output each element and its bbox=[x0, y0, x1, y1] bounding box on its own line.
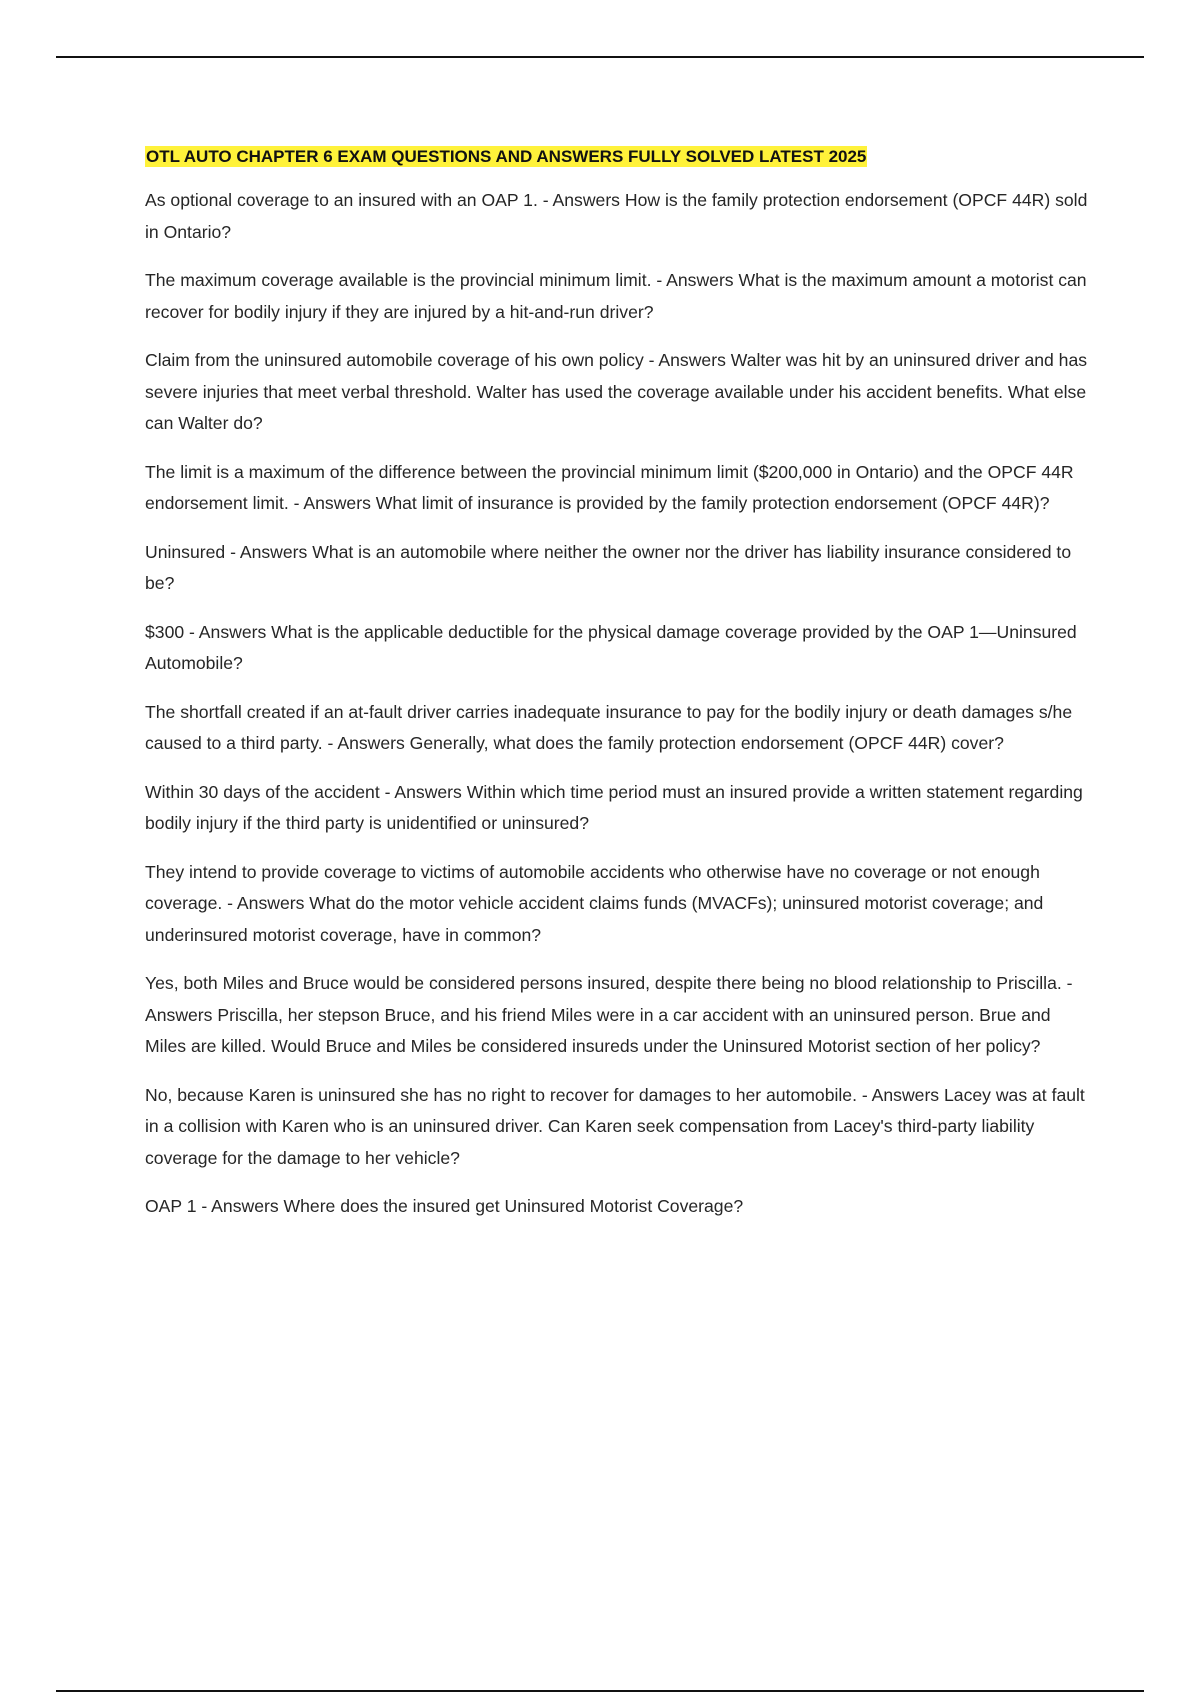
qa-paragraph-2: The maximum coverage available is the provincial minimum limit. - Answers What is the maximum amount a motorist can recover for bodily injury if they are injured by a hit-and-run driver? bbox=[145, 270, 1087, 322]
qa-paragraph-1: As optional coverage to an insured with an OAP 1. - Answers How is the family protection endorsement (OPCF 44R) sold in Ontario? bbox=[145, 190, 1088, 242]
qa-paragraph-5: Uninsured - Answers What is an automobile where neither the owner nor the driver has liability insurance considered to be? bbox=[145, 541, 1072, 593]
qa-paragraph-9: They intend to provide coverage to victims of automobile accidents who otherwise have no coverage or not enough coverage. - Answers What do the motor vehicle accident claims funds (MVACFs); uninsured motorist coverage; and underinsured motorist coverage, have in common? bbox=[145, 861, 1044, 945]
qa-paragraph-3: Claim from the uninsured automobile coverage of his own policy - Answers Walter was hit by an uninsured driver and has severe injuries that meet verbal threshold. Walter has used the coverage available under his accident benefits. What else can Walter do? bbox=[145, 350, 1088, 433]
bottom-rule bbox=[56, 1690, 1144, 1692]
qa-paragraph-12: OAP 1 - Answers Where does the insured get Uninsured Motorist Coverage? bbox=[145, 1196, 744, 1216]
qa-paragraph-7: The shortfall created if an at-fault driver carries inadequate insurance to pay for the bodily injury or death damages s/he caused to a third party. - Answers Generally, what does the family protection endorsement (OPCF 44R) cover? bbox=[145, 701, 1073, 753]
qa-paragraph-8: Within 30 days of the accident - Answers Within which time period must an insured provide a written statement regarding bodily injury if the third party is unidentified or uninsured? bbox=[145, 781, 1083, 833]
qa-paragraph-11: No, because Karen is uninsured she has no right to recover for damages to her automobile. - Answers Lacey was at fault in a collision with Karen who is an uninsured driver. Can Karen seek compensation from Lacey's third-party liability coverage for the damage to her vehicle? bbox=[145, 1084, 1085, 1168]
qa-paragraph-6: $300 - Answers What is the applicable deductible for the physical damage coverage provided by the OAP 1—Uninsured Automobile? bbox=[145, 621, 1077, 673]
qa-paragraph-10: Yes, both Miles and Bruce would be considered persons insured, despite there being no blood relationship to Priscilla. - Answers Priscilla, her stepson Bruce, and his friend Miles were in a car accident with an uninsured person. Brue and Miles are killed. Would Bruce and Miles be considered insureds under the Uninsured Motorist section of her policy? bbox=[145, 973, 1073, 1056]
top-rule bbox=[56, 56, 1144, 58]
title-highlight: OTL AUTO CHAPTER 6 EXAM QUESTIONS AND ANSWERS FULLY SOLVED LATEST 2025 bbox=[146, 147, 867, 166]
document-body bbox=[145, 145, 1095, 1240]
document-title bbox=[145, 145, 1095, 169]
qa-paragraph-4: The limit is a maximum of the difference between the provincial minimum limit ($200,000 in Ontario) and the OPCF 44R endorsement limit. - Answers What limit of insurance is provided by the family protection endorsement (OPCF 44R)? bbox=[145, 461, 1074, 513]
